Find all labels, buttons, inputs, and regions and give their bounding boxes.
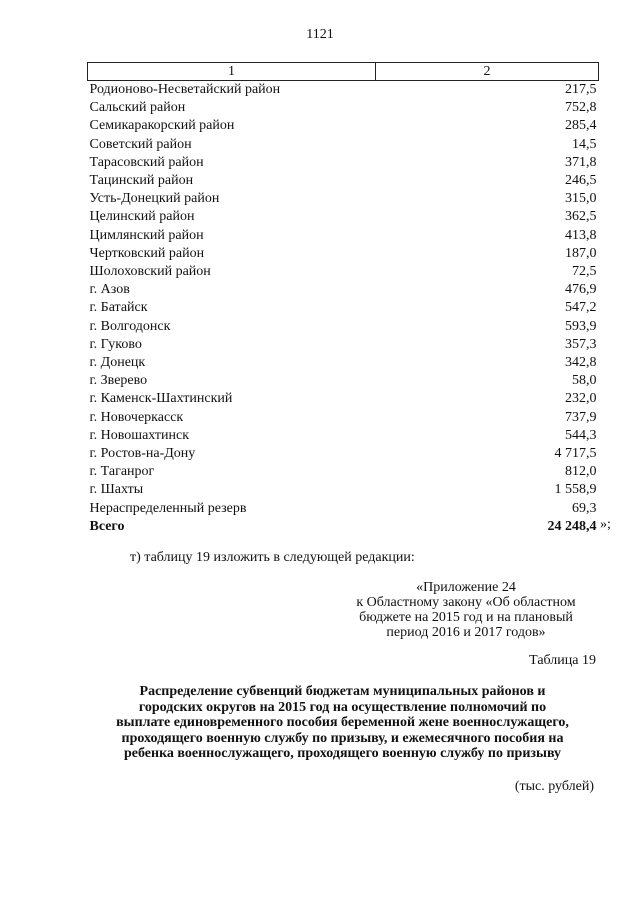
row-value: 285,4 (565, 118, 597, 134)
table-row (88, 336, 599, 354)
subvention-table (87, 62, 599, 536)
row-value: 58,0 (572, 373, 597, 389)
row-value: 413,8 (565, 227, 597, 243)
table-label: Таблица 19 (529, 653, 596, 668)
table-row (88, 208, 599, 226)
table-row (88, 354, 599, 372)
row-value: 72,5 (572, 264, 597, 280)
row-name: г. Новочеркасск (89, 409, 184, 425)
table-row (88, 245, 599, 263)
row-name: Советский район (89, 136, 192, 152)
row-name: г. Каменск-Шахтинский (89, 391, 233, 407)
table-row (88, 318, 599, 336)
title-line: выплате единовременного пособия беременной жене военнослужащего, (116, 715, 569, 730)
row-value: 69,3 (572, 500, 597, 516)
row-name: Целинский район (89, 209, 195, 225)
annex-line: к Областному закону «Об областном (356, 595, 576, 610)
table-row (88, 81, 599, 100)
row-name: г. Таганрог (89, 464, 155, 480)
document-title (87, 684, 598, 762)
row-name: г. Волгодонск (89, 318, 171, 334)
table-row (88, 117, 599, 135)
row-name: г. Ростов-на-Дону (89, 446, 196, 462)
row-name: Цимлянский район (89, 227, 204, 243)
table-row (88, 445, 599, 463)
row-name: г. Азов (89, 282, 130, 298)
row-value: 812,0 (565, 464, 597, 480)
row-value: 217,5 (565, 82, 597, 97)
annex-line: бюджете на 2015 год и на плановый (359, 610, 573, 625)
title-line: проходящего военную службу по призыву, и ежемесячного пособия на (121, 730, 564, 746)
row-value: 593,9 (565, 318, 597, 334)
row-value: 187,0 (565, 245, 597, 261)
row-value: 544,3 (565, 427, 597, 443)
row-value: 4 717,5 (554, 446, 597, 462)
table-row (88, 190, 599, 208)
row-value: 1 558,9 (554, 482, 597, 498)
unit-note: (тыс. рублей) (514, 779, 594, 794)
table-row (88, 299, 599, 317)
row-value: 315,0 (565, 191, 597, 207)
title-line: Распределение субвенций бюджетам муниципальных районов и (139, 684, 546, 699)
row-name: г. Зверево (89, 373, 148, 389)
title-line: городских округов на 2015 год на осуществление полномочий по (138, 699, 547, 715)
total-value-cell (376, 518, 599, 536)
row-name: г. Донецк (89, 355, 146, 371)
row-name: г. Шахты (89, 482, 144, 498)
page-number: 1121 (306, 27, 334, 42)
column-header-1: 1 (88, 63, 376, 81)
column-header-2: 2 (376, 63, 599, 81)
table-row (88, 263, 599, 281)
row-name: Тацинский район (89, 173, 194, 189)
row-name: г. Батайск (89, 300, 148, 316)
table-row (88, 500, 599, 518)
table-row (88, 409, 599, 427)
table-row (88, 481, 599, 499)
row-name: Усть-Донецкий район (89, 191, 220, 207)
row-value: 14,5 (572, 136, 597, 152)
row-name: Сальский район (89, 100, 186, 116)
total-value: 24 248,4 (547, 518, 597, 534)
total-suffix: »; (600, 517, 611, 532)
table-row (88, 427, 599, 445)
table-row (88, 372, 599, 390)
annex-line: «Приложение 24 (416, 580, 516, 595)
total-row (88, 518, 599, 536)
row-value: 362,5 (565, 209, 597, 225)
row-value: 737,9 (565, 409, 597, 425)
table-row (88, 390, 599, 408)
annex-line: период 2016 и 2017 годов» (386, 625, 546, 640)
title-line: ребенка военнослужащего, проходящего военную службу по призыву (123, 746, 562, 761)
row-name: Шолоховский район (89, 264, 211, 280)
amendment-text: т) таблицу 19 изложить в следующей редакции: (130, 550, 415, 565)
row-value: 476,9 (565, 282, 597, 298)
table-row (88, 172, 599, 190)
row-name: Семикаракорский район (89, 118, 235, 134)
row-value: 232,0 (565, 391, 597, 407)
table-row (88, 227, 599, 245)
table-row (88, 281, 599, 299)
row-name: Нераспределенный резерв (89, 500, 247, 516)
table-body (88, 81, 599, 518)
row-value: 357,3 (565, 336, 597, 352)
row-name: Тарасовский район (89, 154, 204, 170)
table-header-row (88, 63, 599, 81)
total-label: Всего (89, 518, 125, 534)
table-row (88, 154, 599, 172)
annex-reference (330, 580, 602, 640)
row-value: 547,2 (565, 300, 597, 316)
row-value: 371,8 (565, 154, 597, 170)
table-row (88, 463, 599, 481)
table-row (88, 99, 599, 117)
row-name: г. Гуково (89, 336, 142, 352)
table-row (88, 136, 599, 154)
row-name: Чертковский район (89, 245, 205, 261)
row-value: 752,8 (565, 100, 597, 116)
row-name: г. Новошахтинск (89, 427, 190, 443)
row-value: 342,8 (565, 355, 597, 371)
row-name: Родионово-Несветайский район (89, 82, 281, 97)
row-value: 246,5 (565, 173, 597, 189)
